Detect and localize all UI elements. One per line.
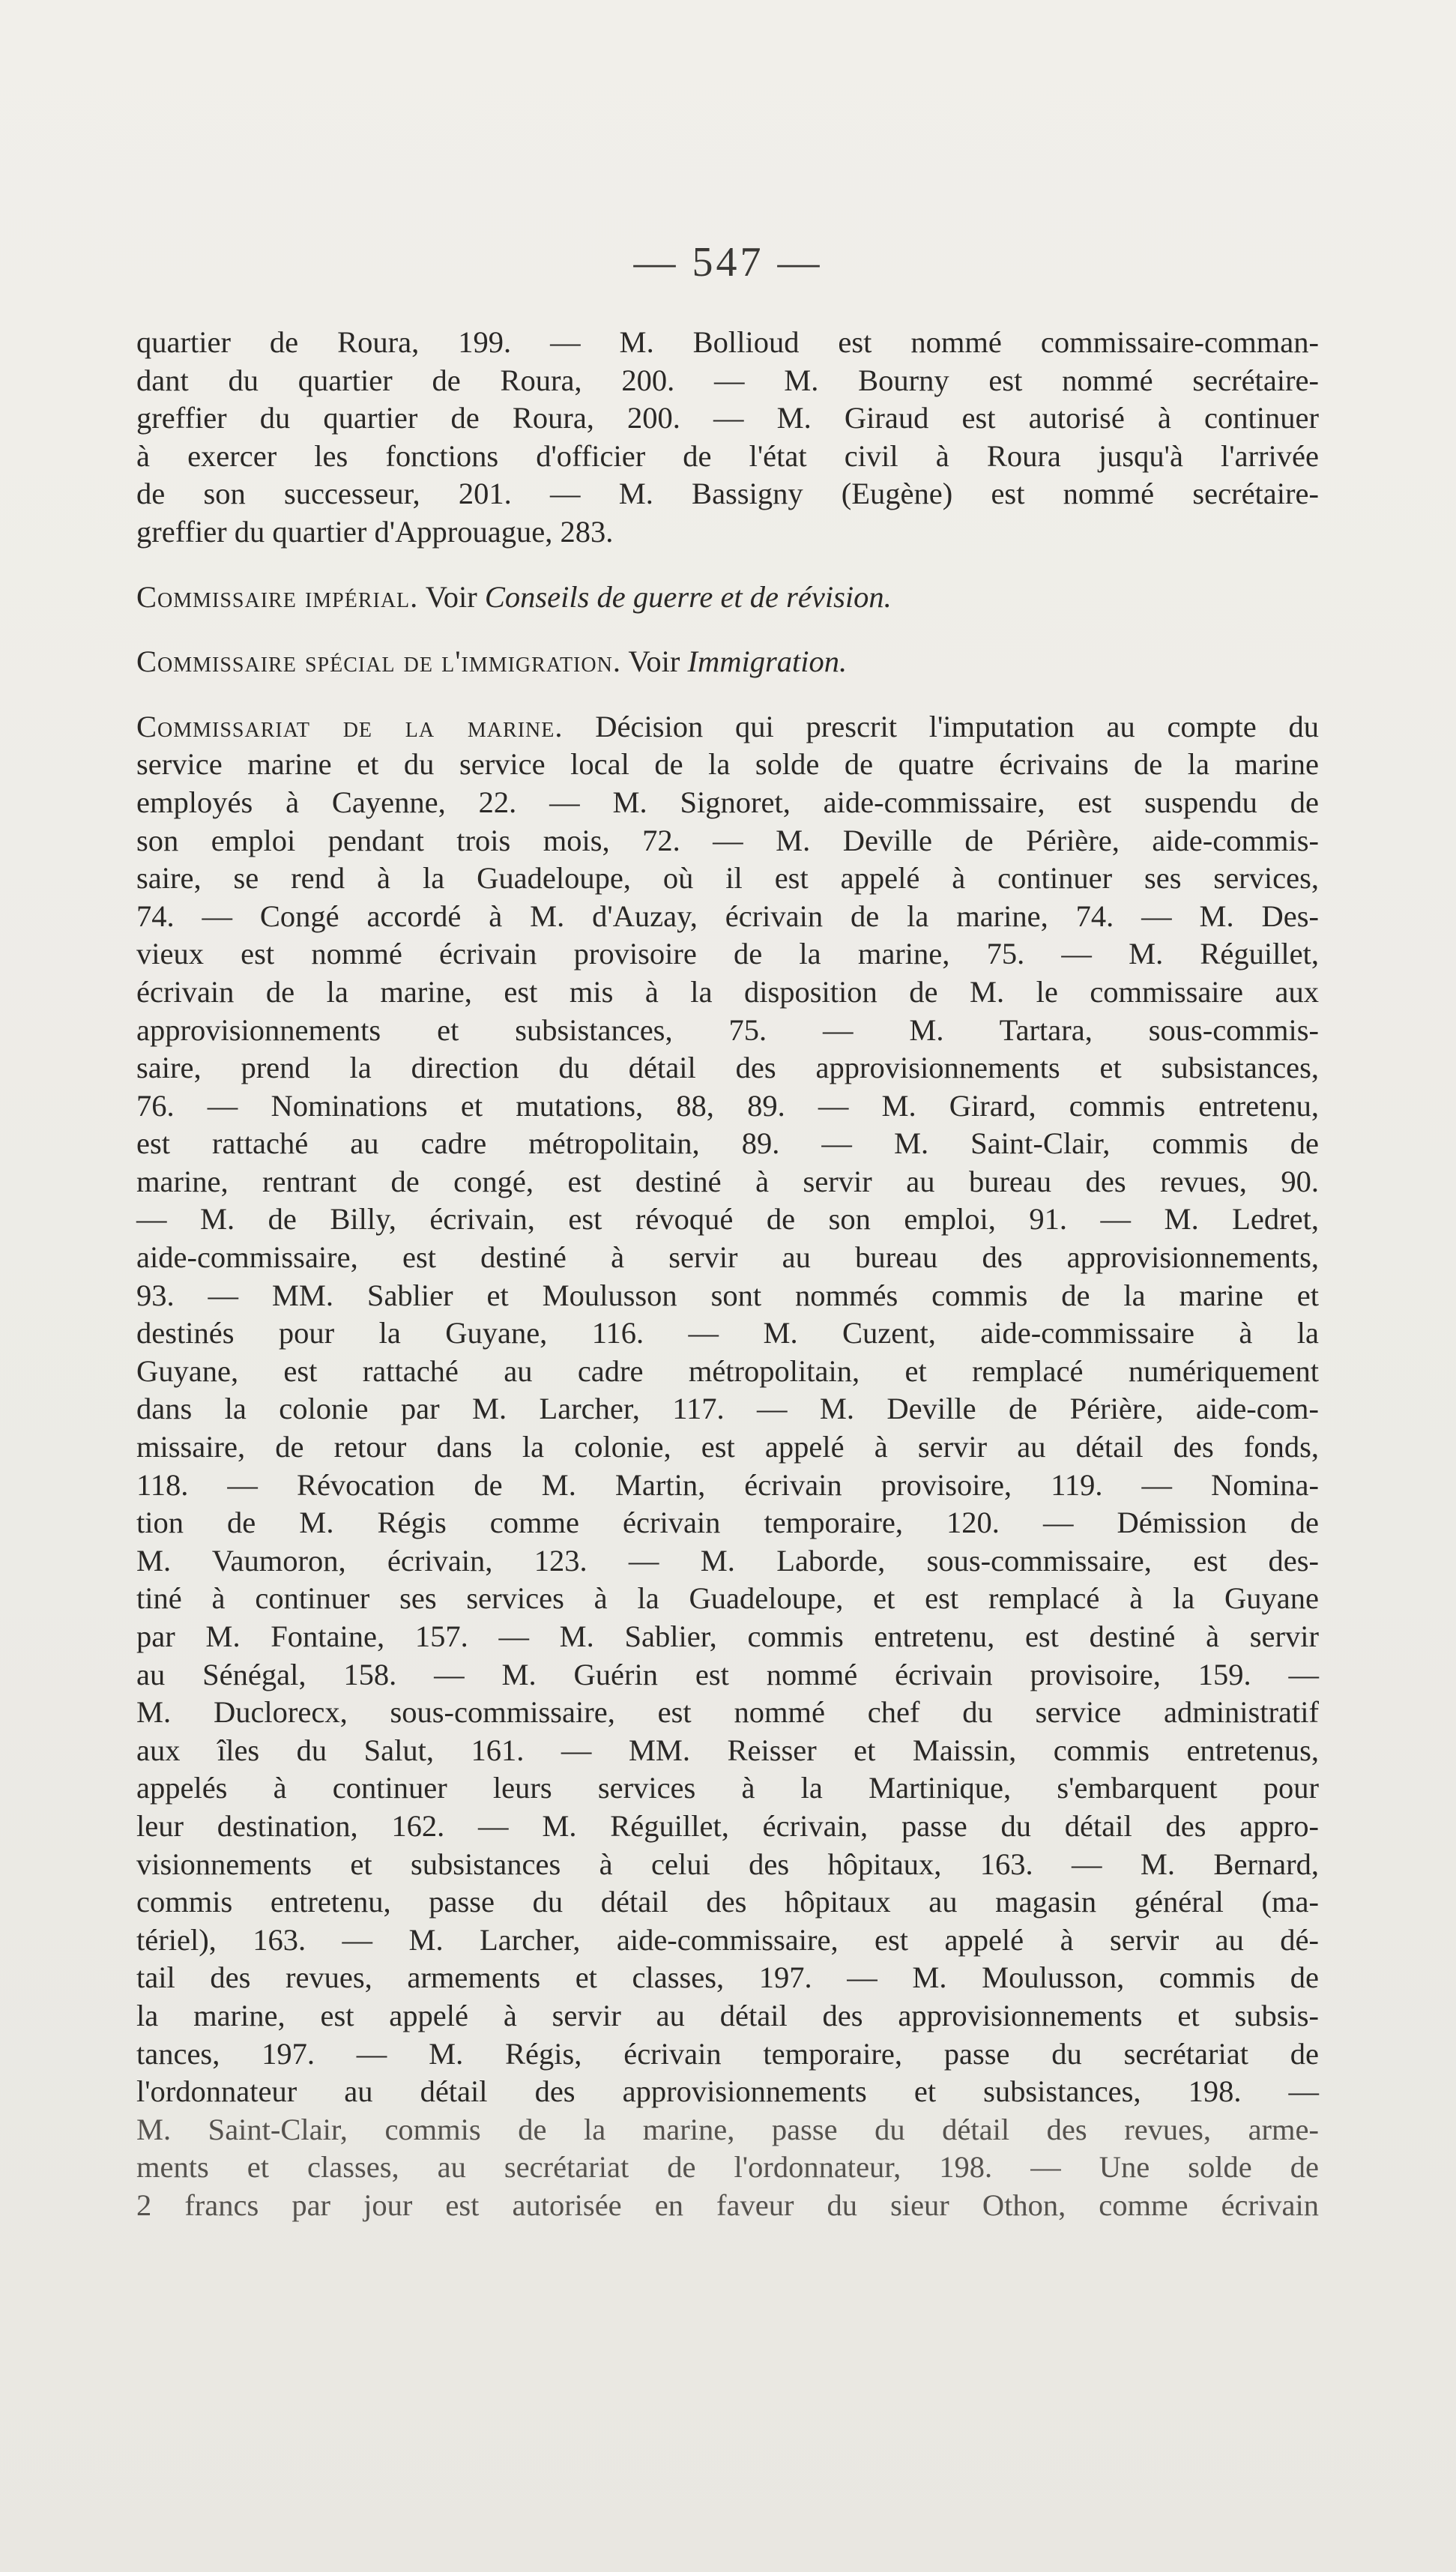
see-label: Voir bbox=[425, 579, 477, 614]
text-line: quartier de Roura, 199. — M. Bollioud est nommé commissaire-comman- bbox=[136, 325, 1319, 359]
text-line: la marine, est appelé à servir au détail des approvisionnements et subsis- bbox=[136, 1998, 1319, 2032]
text-line: greffier du quartier de Roura, 200. — M. Giraud est autorisé à continuer bbox=[136, 401, 1319, 435]
text-line: M. Saint-Clair, commis de la marine, passe du détail des revues, arme- bbox=[136, 2112, 1319, 2146]
text-line: destinés pour la Guyane, 116. — M. Cuzent, aide-commissaire à la bbox=[136, 1316, 1319, 1350]
text-line: vieux est nommé écrivain provisoire de la marine, 75. — M. Réguillet, bbox=[136, 937, 1319, 971]
text-line: M. Duclorecx, sous-commissaire, est nommé chef du service administratif bbox=[136, 1695, 1319, 1730]
text-line: l'ordonnateur au détail des approvisionnements et subsistances, 198. — bbox=[136, 2074, 1319, 2109]
text-line: — M. de Billy, écrivain, est révoqué de son emploi, 91. — M. Ledret, bbox=[136, 1202, 1319, 1237]
text-line: au Sénégal, 158. — M. Guérin est nommé écrivain provisoire, 159. — bbox=[136, 1657, 1319, 1691]
text-line: greffier du quartier d'Approuague, 283. bbox=[136, 514, 614, 549]
index-entry-commissariat-marine bbox=[136, 708, 1319, 2225]
entry-heading: Commissariat de la marine. bbox=[136, 709, 564, 743]
text-line: de son successeur, 201. — M. Bassigny (Eugène) est nommé secrétaire- bbox=[136, 477, 1319, 511]
text-line: aux îles du Salut, 161. — MM. Reisser et Maissin, commis entretenus, bbox=[136, 1733, 1319, 1767]
see-label: Voir bbox=[628, 644, 680, 679]
text-line: tériel), 163. — M. Larcher, aide-commissaire, est appelé à servir au dé- bbox=[136, 1922, 1319, 1957]
text-line: 2 francs par jour est autorisée en faveur du sieur Othon, comme écrivain bbox=[136, 2188, 1319, 2222]
text-line: saire, se rend à la Guadeloupe, où il est appelé à continuer ses services, bbox=[136, 861, 1319, 896]
text-line: service marine et du service local de la solde de quatre écrivains de la marine bbox=[136, 747, 1319, 782]
text-line: est rattaché au cadre métropolitain, 89. — M. Saint-Clair, commis de bbox=[136, 1126, 1319, 1161]
text-line: écrivain de la marine, est mis à la disposition de M. le commissaire aux bbox=[136, 974, 1319, 1009]
continuation-paragraph bbox=[136, 324, 1319, 552]
text-line: leur destination, 162. — M. Réguillet, écrivain, passe du détail des appro- bbox=[136, 1808, 1319, 1843]
text-line: à exercer les fonctions d'officier de l'état civil à Roura jusqu'à l'arrivée bbox=[136, 438, 1319, 473]
text-line: missaire, de retour dans la colonie, est appelé à servir au détail des fonds, bbox=[136, 1430, 1319, 1464]
text-line: son emploi pendant trois mois, 72. — M. Deville de Périère, aide-commis- bbox=[136, 823, 1319, 857]
text-line: tances, 197. — M. Régis, écrivain temporaire, passe du secrétariat de bbox=[136, 2036, 1319, 2071]
text-line: dans la colonie par M. Larcher, 117. — M. Deville de Périère, aide-com- bbox=[136, 1392, 1319, 1426]
cross-reference: Immigration. bbox=[687, 644, 848, 679]
cross-reference: Conseils de guerre et de révision. bbox=[484, 579, 892, 614]
text-line: employés à Cayenne, 22. — M. Signoret, aide-commissaire, est suspendu de bbox=[136, 785, 1319, 819]
page-number: — 547 — bbox=[633, 239, 823, 286]
text-line: saire, prend la direction du détail des approvisionnements et subsistances, bbox=[136, 1051, 1319, 1085]
text-line: M. Vaumoron, écrivain, 123. — M. Laborde, sous-commissaire, est des- bbox=[136, 1543, 1319, 1578]
index-entry-commissaire-special bbox=[136, 643, 1319, 681]
text-line: aide-commissaire, est destiné à servir au bureau des approvisionnements, bbox=[136, 1240, 1319, 1275]
text-line: 74. — Congé accordé à M. d'Auzay, écrivain de la marine, 74. — M. Des- bbox=[136, 899, 1319, 933]
index-text bbox=[136, 324, 1319, 2225]
text-line: visionnements et subsistances à celui des hôpitaux, 163. — M. Bernard, bbox=[136, 1847, 1319, 1881]
index-entry-commissaire-imperial bbox=[136, 579, 1319, 617]
text-line: 93. — MM. Sablier et Moulusson sont nommés commis de la marine et bbox=[136, 1278, 1319, 1312]
text-line: 76. — Nominations et mutations, 88, 89. — M. Girard, commis entretenu, bbox=[136, 1088, 1319, 1123]
text-line: par M. Fontaine, 157. — M. Sablier, commis entretenu, est destiné à servir bbox=[136, 1619, 1319, 1653]
text-line: Guyane, est rattaché au cadre métropolitain, et remplacé numériquement bbox=[136, 1353, 1319, 1388]
text-line: marine, rentrant de congé, est destiné à servir au bureau des revues, 90. bbox=[136, 1164, 1319, 1198]
text-line: approvisionnements et subsistances, 75. — M. Tartara, sous-commis- bbox=[136, 1012, 1319, 1047]
text-line: dant du quartier de Roura, 200. — M. Bourny est nommé secrétaire- bbox=[136, 363, 1319, 397]
text-line: commis entretenu, passe du détail des hôpitaux au magasin général (ma- bbox=[136, 1885, 1319, 1919]
entry-text: Décision qui prescrit l'imputation au compte du bbox=[595, 709, 1319, 743]
text-line: tail des revues, armements et classes, 197. — M. Moulusson, commis de bbox=[136, 1960, 1319, 1995]
text-line bbox=[136, 708, 1319, 746]
entry-heading: Commissaire spécial de l'immigration. bbox=[136, 644, 621, 679]
text-line: ments et classes, au secrétariat de l'ordonnateur, 198. — Une solde de bbox=[136, 2150, 1319, 2185]
text-line: appelés à continuer leurs services à la Martinique, s'embarquent pour bbox=[136, 1771, 1319, 1805]
entry-heading: Commissaire impérial. bbox=[136, 579, 419, 614]
text-line: tiné à continuer ses services à la Guadeloupe, et est remplacé à la Guyane bbox=[136, 1581, 1319, 1616]
text-line: tion de M. Régis comme écrivain temporaire, 120. — Démission de bbox=[136, 1506, 1319, 1540]
text-line: 118. — Révocation de M. Martin, écrivain provisoire, 119. — Nomina- bbox=[136, 1467, 1319, 1502]
